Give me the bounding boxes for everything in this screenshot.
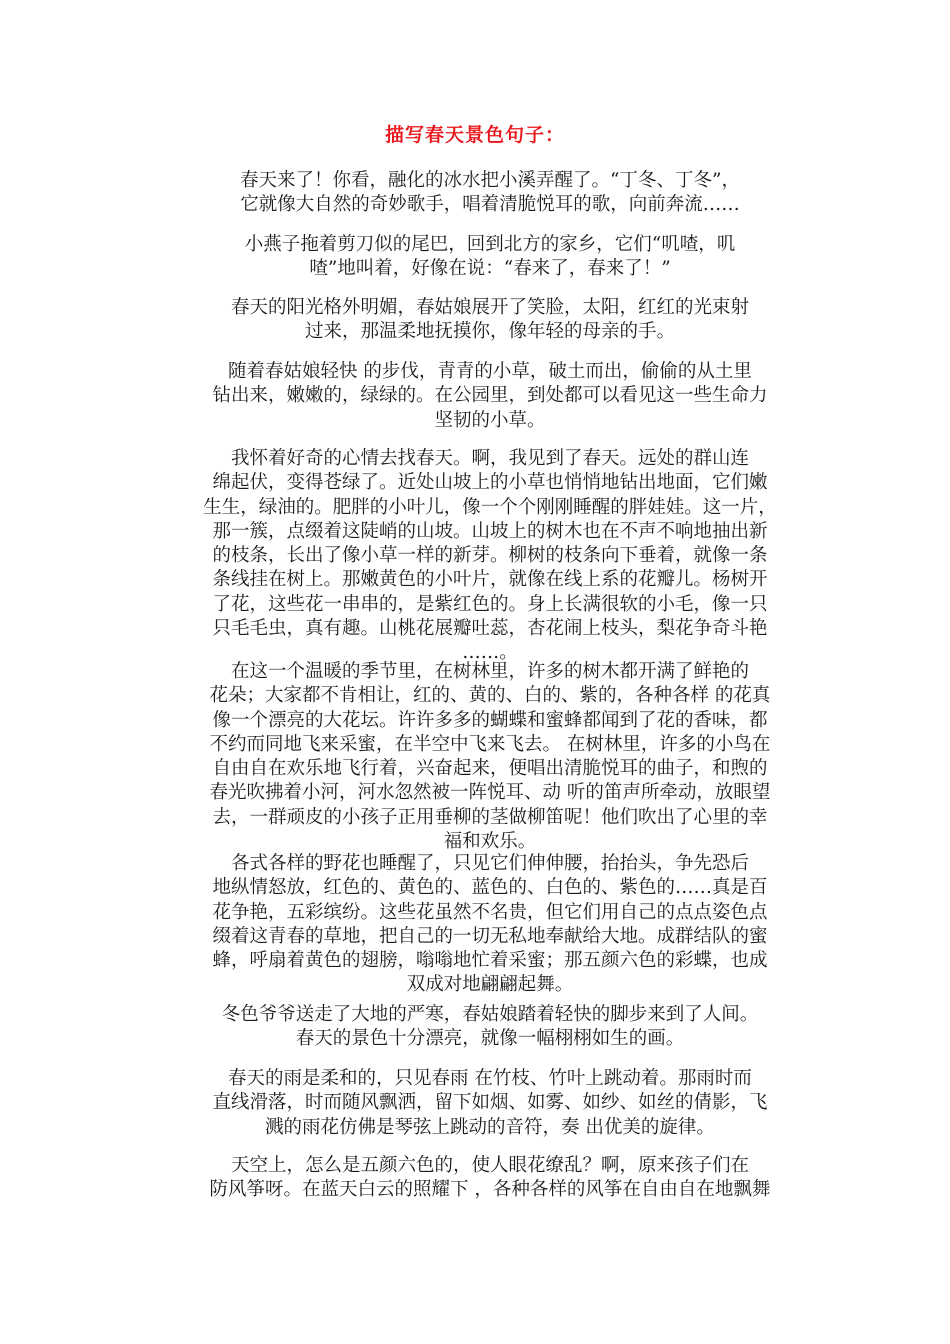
paragraph-line: 双成对地翩翩起舞。 bbox=[406, 974, 574, 996]
paragraph-9 bbox=[170, 1067, 810, 1140]
paragraph-line: 随着春姑娘轻快 的步伐，青青的小草，破土而出，偷偷的从土里 bbox=[228, 361, 752, 382]
paragraph-line: 春天的景色十分漂亮，就像一幅栩栩如生的画。 bbox=[295, 1028, 685, 1050]
paragraph-1 bbox=[170, 169, 810, 218]
paragraph-5 bbox=[170, 447, 810, 666]
paragraph-line: 过来，那温柔地抚摸你，像年轻的母亲的手。 bbox=[304, 321, 675, 343]
document-title: 描写春天景色句子： bbox=[384, 124, 565, 146]
paragraph-line: 缀着这青春的草地，把自己的一切无私地奉献给大地。成群结队的蜜 bbox=[212, 925, 768, 947]
paragraph-4 bbox=[170, 360, 810, 433]
paragraph-line: 不约而同地飞来采蜜，在半空中飞来飞去。 在树林里，许多的小鸟在 bbox=[209, 733, 771, 755]
paragraph-line: 防风筝呀。在蓝天白云的照耀下 ，各种各样的风筝在自由自在地飘舞 bbox=[209, 1179, 771, 1201]
paragraph-line: 像一个漂亮的大花坛。许许多多的蝴蝶和蜜蜂都闻到了花的香味，都 bbox=[212, 709, 768, 731]
paragraph-line: 喳”地叫着，好像在说：“春来了，春来了！” bbox=[309, 258, 671, 280]
paragraph-line: 花争艳，五彩缤纷。这些花虽然不名贵，但它们用自己的点点姿色点 bbox=[212, 901, 768, 923]
paragraph-line: 春天来了！你看，融化的冰水把小溪弄醒了。“丁冬、丁冬”， bbox=[240, 170, 740, 191]
paragraph-2 bbox=[170, 233, 810, 282]
paragraph-line: 钻出来，嫩嫩的，绿绿的。在公园里，到处都可以看见这一些生命力 bbox=[212, 385, 768, 407]
paragraph-line: 直线滑落，时而随风飘洒，留下如烟、如雾、如纱、如丝的倩影，飞 bbox=[212, 1092, 768, 1114]
paragraph-line: 去，一群顽皮的小孩子正用垂柳的茎做柳笛呢！他们吹出了心里的幸 bbox=[212, 806, 768, 828]
paragraph-line: 春天的雨是柔和的，只见春雨 在竹枝、竹叶上跳动着。那雨时而 bbox=[228, 1068, 752, 1089]
paragraph-line: 小燕子拖着剪刀似的尾巴，回到北方的家乡，它们“叽喳，叽 bbox=[244, 234, 736, 255]
paragraph-line: 的枝条，长出了像小草一样的新芽。柳树的枝条向下垂着，就像一条 bbox=[212, 545, 768, 567]
paragraph-line: 地纵情怒放，红色的、黄色的、蓝色的、白色的、紫色的……真是百 bbox=[212, 877, 768, 899]
paragraph-line: 条线挂在树上。那嫩黄色的小叶片，就像在线上系的花瓣儿。杨树开 bbox=[212, 569, 768, 591]
paragraph-10 bbox=[170, 1154, 810, 1203]
paragraph-line: 它就像大自然的奇妙歌手，唱着清脆悦耳的歌，向前奔流…… bbox=[240, 194, 740, 216]
paragraph-3 bbox=[170, 296, 810, 345]
paragraph-line: 在这一个温暖的季节里，在树林里，许多的树木都开满了鲜艳的 bbox=[230, 661, 749, 682]
paragraph-line: 了花，这些花一串串的，是紫红色的。身上长满很软的小毛，像一只 bbox=[212, 593, 768, 615]
paragraph-8 bbox=[170, 1003, 810, 1052]
paragraph-line: 那一簇，点缀着这陡峭的山坡。山坡上的树木也在不声不响地抽出新 bbox=[212, 520, 768, 542]
paragraph-line: 绵起伏，变得苍绿了。近处山坡上的小草也悄悄地钻出地面，它们嫩 bbox=[212, 472, 768, 494]
paragraph-line: 天空上，怎么是五颜六色的，使人眼花缭乱？啊，原来孩子们在 bbox=[230, 1155, 749, 1176]
paragraph-line: 我怀着好奇的心情去找春天。啊，我见到了春天。远处的群山连 bbox=[230, 448, 749, 469]
paragraph-line: 冬色爷爷送走了大地的严寒，春姑娘踏着轻快的脚步来到了人间。 bbox=[221, 1004, 759, 1025]
paragraph-line: 坚韧的小草。 bbox=[434, 409, 546, 431]
paragraph-line: ……。 bbox=[462, 642, 518, 664]
paragraph-6 bbox=[170, 660, 810, 854]
paragraph-line: 福和欢乐。 bbox=[443, 831, 537, 853]
paragraph-line: 蜂，呼扇着黄色的翅膀，嗡嗡地忙着采蜜；那五颜六色的彩蝶，也成 bbox=[212, 950, 768, 972]
paragraph-line: 自由自在欢乐地飞行着，兴奋起来，便唱出清脆悦耳的曲子，和煦的 bbox=[212, 758, 768, 780]
paragraph-7 bbox=[170, 852, 810, 998]
paragraph-line: 春天的阳光格外明媚，春姑娘展开了笑脸，太阳，红红的光束射 bbox=[230, 297, 749, 318]
paragraph-line: 春光吹拂着小河，河水忽然被一阵悦耳、动 听的笛声所牵动，放眼望 bbox=[209, 782, 771, 804]
paragraph-line: 生生，绿油的。肥胖的小叶儿，像一个个刚刚睡醒的胖娃娃。这一片， bbox=[203, 496, 777, 518]
paragraph-line: 溅的雨花仿佛是琴弦上跳动的音符，奏 出优美的旋律。 bbox=[265, 1116, 715, 1138]
paragraph-line: 各式各样的野花也睡醒了，只见它们伸伸腰，抬抬头，争先恐后 bbox=[230, 853, 749, 874]
paragraph-line: 只毛毛虫，真有趣。山桃花展瓣吐蕊，杏花闹上枝头，梨花争奇斗艳 bbox=[212, 618, 768, 640]
paragraph-line: 花朵；大家都不肯相让，红的、黄的、白的、紫的，各种各样 的花真 bbox=[209, 685, 771, 707]
